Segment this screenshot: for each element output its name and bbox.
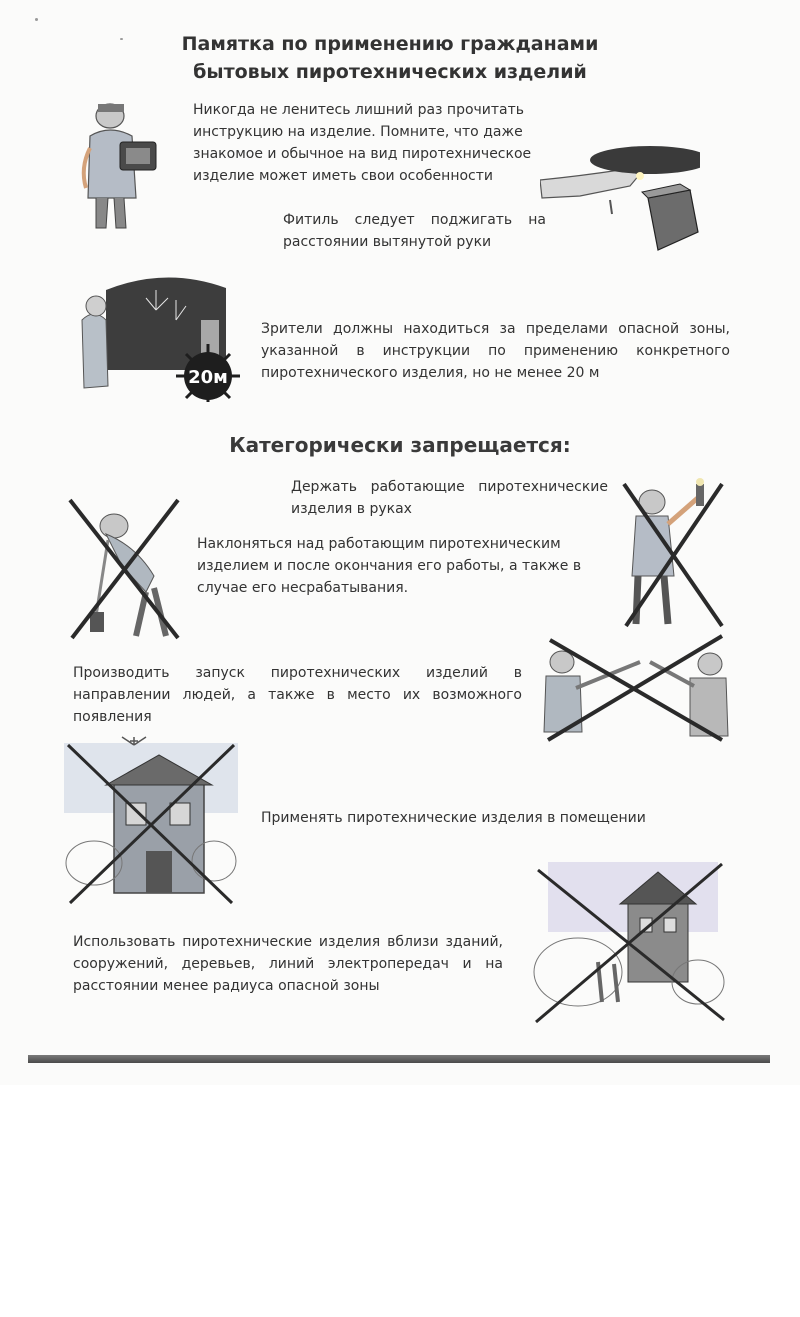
firing-at-people-crossed-icon [540,632,730,744]
distance-badge: 20м [188,367,228,388]
person-bending-crossed-icon [66,496,184,642]
page-title [130,30,650,86]
prohibited-item-buildings: Использовать пиротехнические изделия вблизи зданий, сооружений, деревьев, линий электропередач и на расстоянии менее радиуса опасной зоны [73,934,503,994]
person-reading-icon [76,98,166,233]
indoor-use-crossed-icon [64,733,238,907]
title-line-1: Памятка по применению гражданами [181,33,599,55]
rule-instructions: Никогда не ленитесь лишний раз прочитать инструкцию на изделие. Помните, что даже знакомое и обычное на вид пиротехническое изделие может иметь свои особенности [193,102,532,184]
prohibited-item-aim: Производить запуск пиротехнических изделий в направлении людей, а также в место их возможного появления [73,665,522,725]
prohibited-item-indoor: Применять пиротехнические изделия в помещении [261,810,646,826]
hand-lighting-fuse-icon [540,140,700,260]
title-line-2: бытовых пиротехнических изделий [193,61,587,83]
prohibited-heading: Категорически запрещается: [229,433,571,457]
prohibited-item-lean: Наклоняться над работающим пиротехническим изделием и после окончания его работы, а также в случае его несрабатывания. [197,536,582,596]
scan-speck [35,18,38,21]
prohibited-item-hold: Держать работающие пиротехнические изделия в руках [291,479,608,517]
spectators-fireworks-icon [76,270,246,402]
near-buildings-crossed-icon [528,852,730,1026]
scan-speck [120,38,123,40]
rule-fuse: Фитиль следует поджигать на расстоянии вытянутой руки [283,212,546,250]
bottom-divider [28,1055,770,1063]
person-holding-firework-crossed-icon [618,476,730,630]
rule-spectators: Зрители должны находиться за пределами опасной зоны, указанной в инструкции по применению конкретного пиротехнического изделия, но не менее 20 м [261,321,730,381]
